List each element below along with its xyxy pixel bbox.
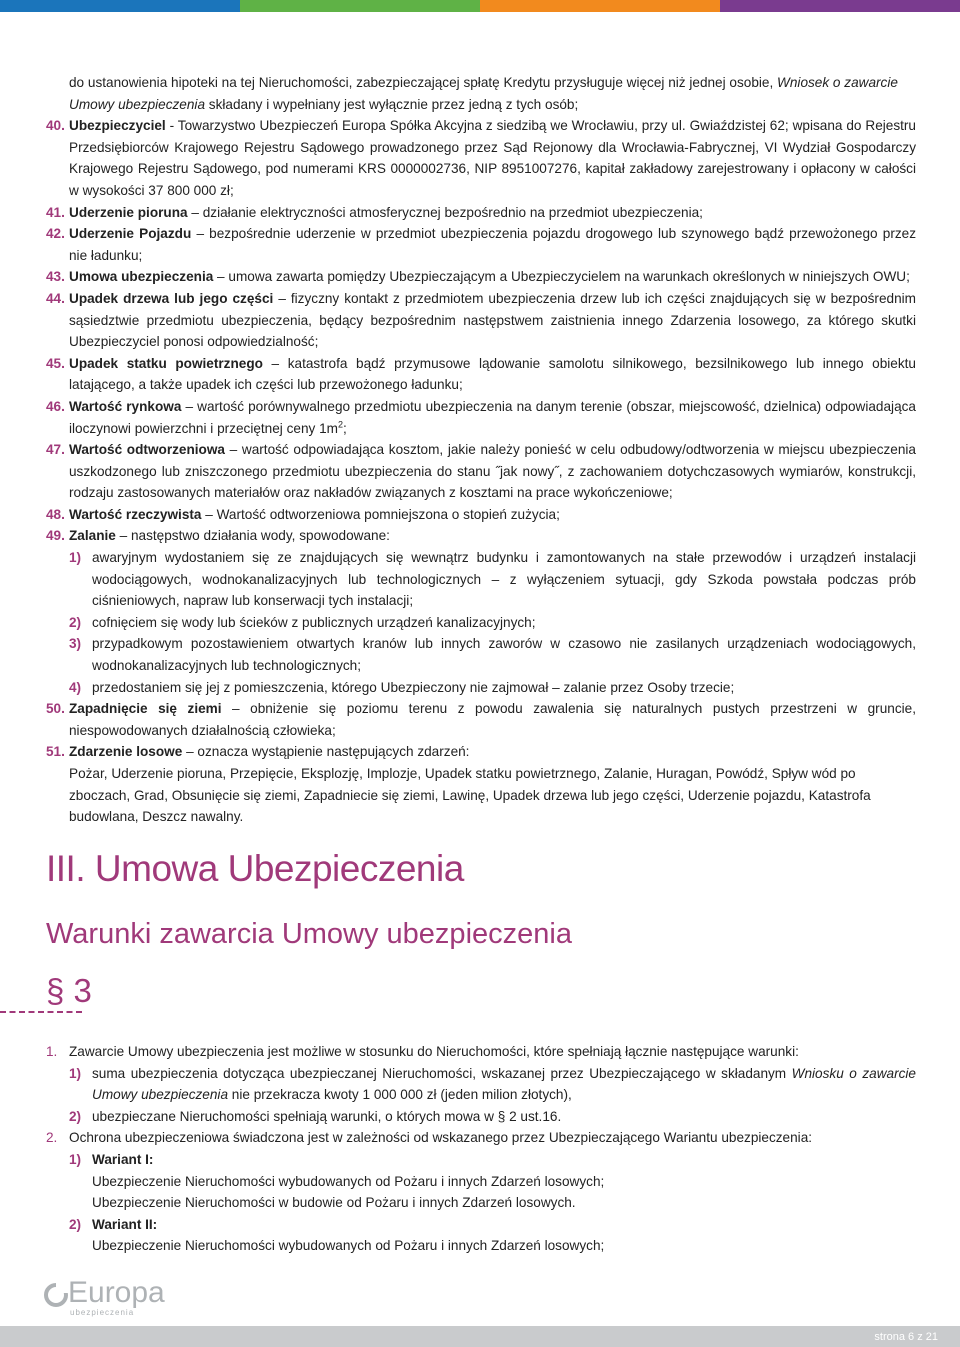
definitions-list: [46, 72, 916, 828]
paragraph-heading: § 3: [46, 972, 92, 1009]
variant-1: 1) Wariant I: Ubezpieczenie Nieruchomości wybudowanych od Pożaru i innych Zdarzeń losowych; Ubezpieczenie Nieruchomości w budowie od Pożaru i innych Zdarzeń losowych.: [69, 1151, 605, 1211]
page-number: strona 6 z 21: [874, 1331, 938, 1343]
definition-49-item-3: 3) przypadkowym pozostawieniem otwartych kranów lub innych zaworów w czasowo nie zasilanych urządzeniach wodociągowych, wodnokanalizacyjnych lub technologicznych;: [69, 636, 916, 674]
logo-mark-icon: [44, 1280, 68, 1308]
definition-48: 48. Wartość rzeczywista – Wartość odtworzeniowa pomniejszona o stopień zużycia;: [46, 506, 560, 522]
dashed-divider: [0, 1011, 82, 1013]
clause-2: 2. Ochrona ubezpieczeniowa świadczona jest w zależności od wskazanego przez Ubezpieczającego Wariantu ubezpieczenia:: [46, 1130, 813, 1146]
clause-1: 1. Zawarcie Umowy ubezpieczenia jest możliwe w stosunku do Nieruchomości, które spełniają łącznie następujące warunki:: [46, 1044, 799, 1059]
europa-logo: [44, 1276, 165, 1317]
definition-49-item-2: 2) cofnięciem się wody lub ścieków z publicznych urządzeń kanalizacyjnych;: [69, 614, 536, 630]
paragraph-3-body: [46, 1041, 916, 1257]
definition-40: 40. Ubezpieczyciel - Towarzystwo Ubezpieczeń Europa Spółka Akcyjna z siedzibą we Wrocławiu, przy ul. Gwiaździstej 62; wpisana do Rejestru Przedsiębiorców Krajowego Rejestru Sądowego prowadzonego przez Sąd Rejonowy dla Wrocławia-Fabrycznej, VI Wydział Gospodarczy Krajowego Rejestru Sądowego, pod numerami KRS 0000002736, NIP 8951007276, kapitał zakładowy zarejestrowany i opłacony w całości w wysokości 37 800 000 zł;: [46, 118, 916, 198]
definition-51: 51. Zdarzenie losowe – oznacza wystąpienie następujących zdarzeń:: [46, 744, 470, 760]
section-subtitle: Warunki zawarcia Umowy ubezpieczenia: [46, 918, 572, 950]
chapter-title: III. Umowa Ubezpieczenia: [46, 848, 464, 889]
logo-tagline: ubezpieczenia: [70, 1308, 135, 1317]
clause-1-item-2: 2) ubezpieczane Nieruchomości spełniają warunki, o których mowa w § 2 ust.16.: [69, 1108, 562, 1124]
footer-bar: [0, 1326, 960, 1347]
intro-text: do ustanowienia hipoteki na tej Nieruchomości, zabezpieczającej spłatę Kredytu przysługuje więcej niż jednej osobie, Wniosek o zawarcie Umowy ubezpieczenia składany i wypełniany jest wyłącznie przez jedną z tych osób;: [69, 75, 898, 112]
definition-41: 41. Uderzenie pioruna – działanie elektryczności atmosferycznej bezpośrednio na przedmiot ubezpieczenia;: [46, 204, 703, 220]
definition-45: 45. Upadek statku powietrznego – katastrofa bądź przymusowe lądowanie samolotu silnikowego, bezsilnikowego lub innego obiektu latającego, a także upadek ich części lub przewożonego ładunku;: [46, 355, 916, 393]
variant-2: 2) Wariant II: Ubezpieczenie Nieruchomości wybudowanych od Pożaru i innych Zdarzeń losowych;: [69, 1216, 605, 1254]
logo-name: Europa: [68, 1276, 165, 1309]
definition-47: 47. Wartość odtworzeniowa – wartość odpowiadająca kosztom, jakie należy ponieść w celu odbudowy/odtworzenia w miejscu ubezpieczenia uszkodzonego lub zniszczonego przedmiotu ubezpieczenia do stanu ˝jak nowy˝, z zachowaniem dotychczasowych wymiarów, konstrukcji, rodzaju zastosowanych materiałów oraz nakładów związanych z kosztami na prace wykończeniowe;: [46, 442, 916, 501]
clause-1-item-1: 1) suma ubezpieczenia dotycząca ubezpieczanej Nieruchomości, wskazanej przez Ubezpieczającego w składanym Wniosku o zawarcie Umowy ubezpieczenia nie przekracza kwoty 1 000 000 zł (jeden milion złotych),: [69, 1065, 916, 1103]
definition-51-list: Pożar, Uderzenie pioruna, Przepięcie, Eksplozję, Implozje, Upadek statku powietrznego, Zalanie, Huragan, Powódź, Spływ wód po zboczach, Grad, Obsunięcie się ziemi, Zapadniecie się ziemi, Lawinę, Upadek drzewa lub jego części, Uderzenie pojazdu, Katastrofa budowlana, Deszcz nawalny.: [69, 766, 871, 825]
definition-44: 44. Upadek drzewa lub jego części – fizyczny kontakt z przedmiotem ubezpieczenia drzew lub ich części znajdujących się w bezpośrednim sąsiedztwie przedmiotu ubezpieczenia, będący bezpośrednim następstwem zaistnienia innego Zdarzenia losowego, za którego skutki Ubezpieczyciel ponosi odpowiedzialność;: [46, 290, 916, 350]
top-color-bar: [0, 0, 960, 12]
definition-49: 49. Zalanie – następstwo działania wody, spowodowane:: [46, 528, 390, 544]
definition-50: 50. Zapadnięcie się ziemi – obniżenie się poziomu terenu z powodu zawalenia się naturalnych pustych przestrzeni w gruncie, niespowodowanych działalnością człowieka;: [46, 701, 916, 738]
definition-42: 42. Uderzenie Pojazdu – bezpośrednie uderzenie w przedmiot ubezpieczenia pojazdu drogowego lub szynowego bądź przewożonego przez nie ładunku;: [46, 226, 917, 263]
definition-49-item-1: 1) awaryjnym wydostaniem się ze znajdujących się wewnątrz budynku i zamontowanych na stałe przewodów i urządzeń instalacji wodociągowych, wodnokanalizacyjnych lub technologicznych – z wyłączeniem sytuacji, gdy Szkoda powstała podczas prób ciśnieniowych, napraw lub konserwacji tych instalacji;: [69, 550, 916, 609]
definition-49-item-4: 4) przedostaniem się jej z pomieszczenia, którego Ubezpieczony nie zajmował – zalanie przez Osoby trzecie;: [69, 679, 735, 695]
definition-43: 43. Umowa ubezpieczenia – umowa zawarta pomiędzy Ubezpieczającym a Ubezpieczycielem na warunkach określonych w niniejszych OWU;: [46, 269, 910, 285]
definition-46: 46. Wartość rynkowa – wartość porównywalnego przedmiotu ubezpieczenia na danym terenie (obszar, miejscowość, dzielnica) odpowiadająca iloczynowi powierzchni i przeciętnej ceny $1m^2$;: [46, 398, 916, 436]
